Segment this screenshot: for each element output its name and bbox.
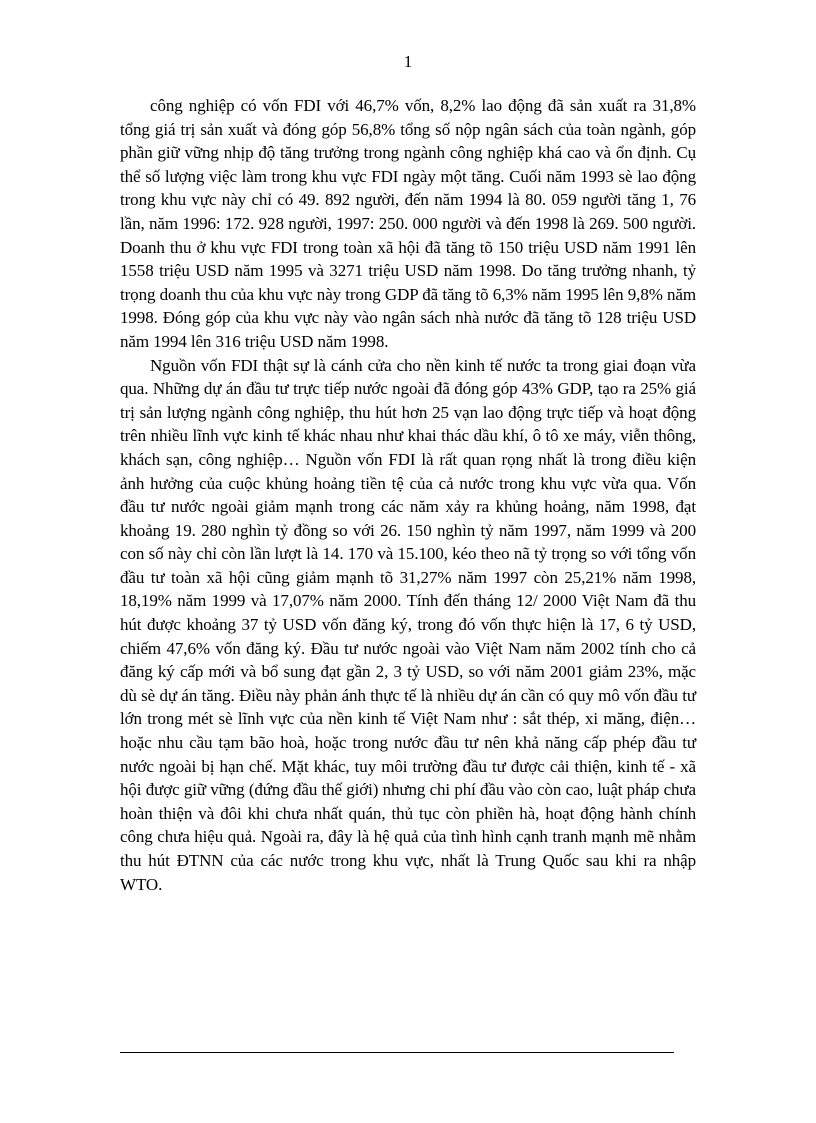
paragraph-fdi-contribution: công nghiệp có vốn FDI với 46,7% vốn, 8,2% lao động đã sản xuất ra 31,8% tổng giá trị sản xuất và đóng góp 56,8% tổng số nộp ngân sách của toàn ngành, góp phần giữ vững nhịp độ tăng trưởng trong ngành công nghiệp khá cao và ổn định. Cụ thể số lượng việc làm trong khu vực FDI ngày một tăng. Cuối năm 1993 sè lao động trong khu vực này chỉ có 49. 892 người, đến năm 1994 là 80. 059 người tăng 1, 76 lần, năm 1996: 172. 928 người, 1997: 250. 000 người và đến 1998 là 269. 500 người. Doanh thu ở khu vực FDI trong toàn xã hội đã tăng tõ 150 triệu USD năm 1991 lên 1558 triệu USD năm 1995 và 3271 triệu USD năm 1998. Do tăng trưởng nhanh, tỷ trọng doanh thu của khu vực này trong GDP đã tăng tõ 6,3% năm 1995 lên 9,8% năm 1998. Đóng góp của khu vực này vào ngân sách nhà nước đã tăng tõ 128 triệu USD năm 1994 lên 316 triệu USD năm 1998. [120, 96, 696, 351]
paragraph-fdi-importance: Nguồn vốn FDI thật sự là cánh cửa cho nền kinh tế nước ta trong giai đoạn vừa qua. Những dự án đầu tư trực tiếp nước ngoài đã đóng góp 43% GDP, tạo ra 25% giá trị sản lượng ngành công nghiệp, thu hút hơn 25 vạn lao động trực tiếp và hoạt động trên nhiều lĩnh vực kinh tế khác nhau như khai thác dầu khí, ô tô xe máy, viễn thông, khách sạn, công nghiệp… Nguồn vốn FDI là rất quan rọng nhất là trong điều kiện ảnh hưởng của cuộc khủng hoảng tiền tệ của cả nước trong khu vực vừa qua. Vốn đầu tư nước ngoài giảm mạnh trong các năm xảy ra khủng hoảng, năm 1998, đạt khoảng 19. 280 nghìn tỷ đồng so với 26. 150 nghìn tỷ năm 1997, năm 1999 và 200 con số này chỉ còn lần lượt là 14. 170 và 15.100, kéo theo nã tỷ trọng so với tổng vốn đầu tư toàn xã hội cũng giảm mạnh tõ 31,27% năm 1997 còn 25,21% năm 1998, 18,19% năm 1999 và 17,07% năm 2000. Tính đến tháng 12/ 2000 Việt Nam đã thu hút được khoảng 37 tỷ USD vốn đăng ký, trong đó vốn thực hiện là 17, 6 tỷ USD, chiếm 47,6% vốn đăng ký. Đầu tư nước ngoài vào Việt Nam năm 2002 tính cho cả đăng ký cấp mới và bổ sung đạt gần 2, 3 tỷ USD, so với năm 2001 giảm 23%, mặc dù sè dự án tăng. Điều này phản ánh thực tế là nhiều dự án cần có quy mô vốn đầu tư lớn trong mét sè lĩnh vực của nền kinh tế Việt Nam như : sắt thép, xi măng, điện… hoặc nhu cầu tạm bão hoà, hoặc trong nước đầu tư nên khả năng cấp phép đầu tư nước ngoài bị hạn chế. Mặt khác, tuy môi trường đầu tư được cải thiện, kinh tế - xã hội được giữ vững (đứng đầu thế giới) nhưng chi phí đầu vào còn cao, luật pháp chưa hoàn thiện và đôi khi chưa nhất quán, thủ tục còn phiền hà, hoạt động hành chính công chưa hiệu quả. Ngoài ra, đây là hệ quả của tình hình cạnh tranh mạnh mẽ nhằm thu hút ĐTNN của các nước trong khu vực, nhất là Trung Quốc sau khi ra nhập WTO. [120, 355, 696, 894]
document-body [120, 94, 696, 896]
page-number: 1 [403, 52, 413, 71]
footer-divider [120, 1052, 674, 1053]
